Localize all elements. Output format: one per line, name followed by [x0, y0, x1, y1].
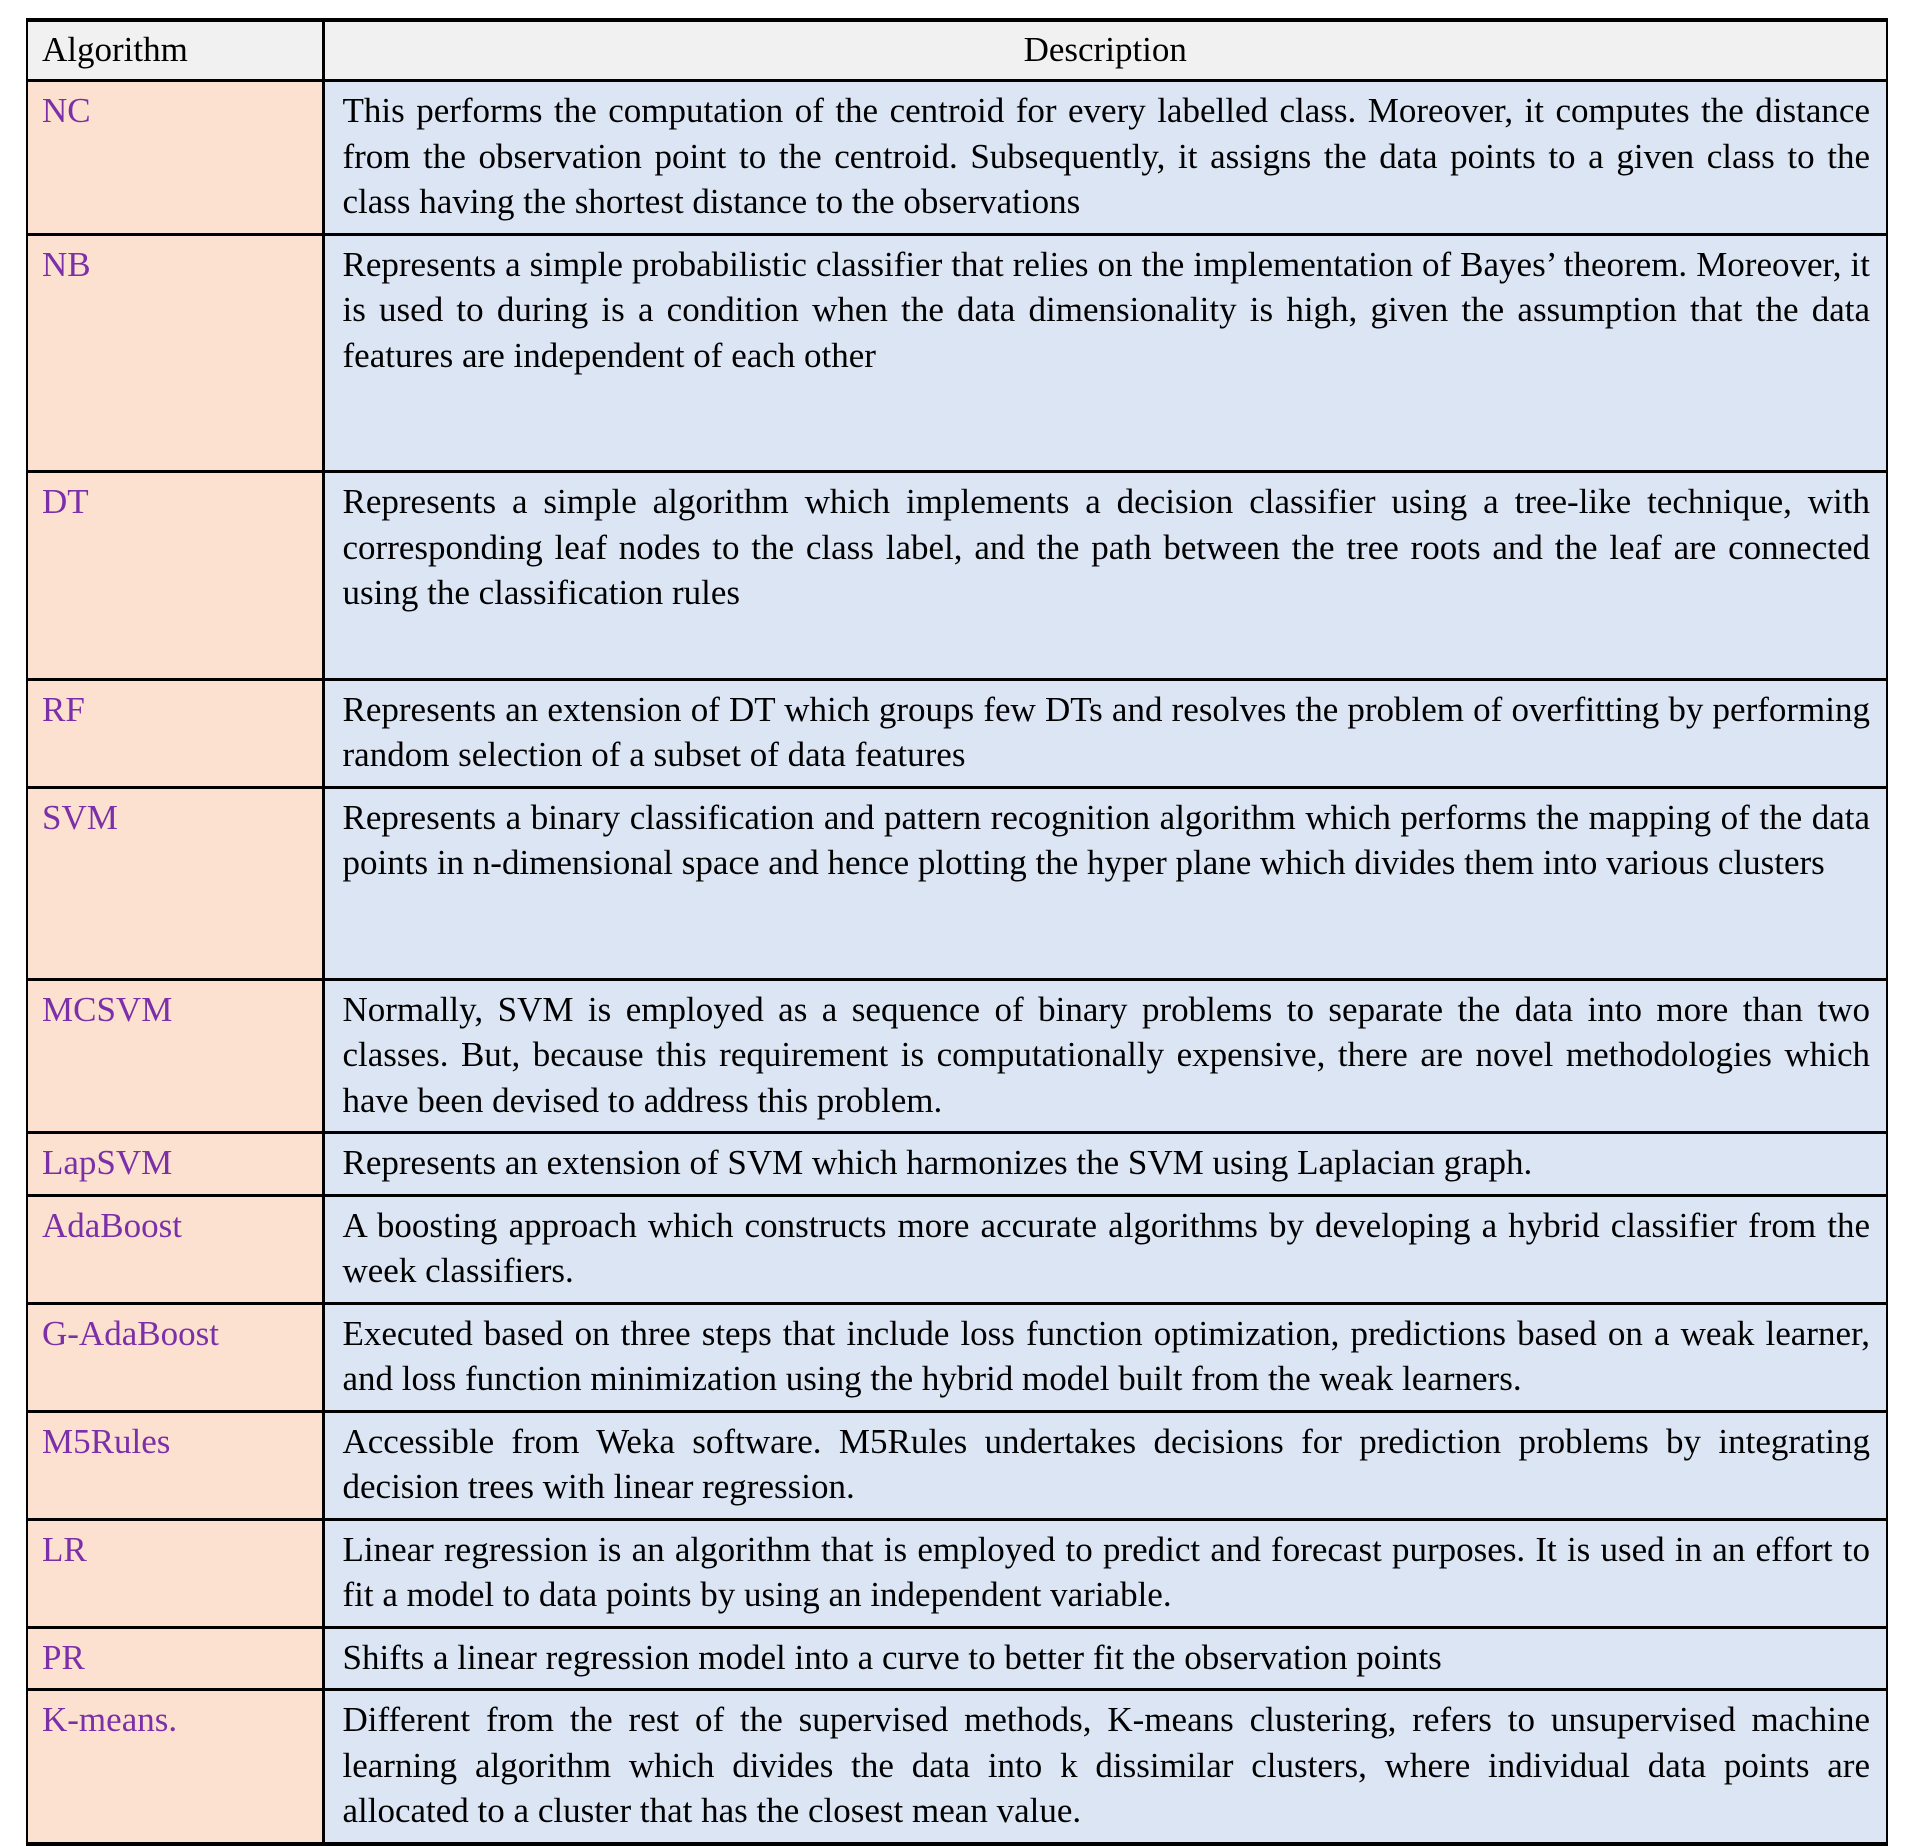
table-row — [27, 1690, 1887, 1844]
cell-algorithm: AdaBoost — [27, 1195, 323, 1303]
cell-algorithm: MCSVM — [27, 979, 323, 1133]
table-row — [27, 1627, 1887, 1690]
table-row — [27, 234, 1887, 472]
cell-description: A boosting approach which constructs more accurate algorithms by developing a hybrid classifier from the week classifiers. — [323, 1195, 1887, 1303]
cell-algorithm: M5Rules — [27, 1411, 323, 1519]
table-row — [27, 472, 1887, 680]
cell-description: Shifts a linear regression model into a curve to better fit the observation points — [323, 1627, 1887, 1690]
cell-description: This performs the computation of the centroid for every labelled class. Moreover, it computes the distance from the observation point to the centroid. Subsequently, it assigns the data points to a given class to the class having the shortest distance to the observations — [323, 81, 1887, 235]
table-row — [27, 1303, 1887, 1411]
cell-algorithm: LR — [27, 1519, 323, 1627]
cell-algorithm: SVM — [27, 787, 323, 979]
column-header-algorithm: Algorithm — [27, 20, 323, 81]
cell-description: Represents a simple algorithm which implements a decision classifier using a tree-like technique, with corresponding leaf nodes to the class label, and the path between the tree roots and the leaf are connected using the classification rules — [323, 472, 1887, 680]
cell-description: Accessible from Weka software. M5Rules undertakes decisions for prediction problems by integrating decision trees with linear regression. — [323, 1411, 1887, 1519]
cell-algorithm: PR — [27, 1627, 323, 1690]
table-header — [27, 20, 1887, 81]
table-row — [27, 1519, 1887, 1627]
column-header-description: Description — [323, 20, 1887, 81]
header-row — [27, 20, 1887, 81]
cell-description: Represents a binary classification and pattern recognition algorithm which performs the mapping of the data points in n-dimensional space and hence plotting the hyper plane which divides them into various clusters — [323, 787, 1887, 979]
cell-algorithm: G-AdaBoost — [27, 1303, 323, 1411]
table-row — [27, 787, 1887, 979]
cell-description: Represents an extension of DT which groups few DTs and resolves the problem of overfitting by performing random selection of a subset of data features — [323, 679, 1887, 787]
cell-algorithm: K-means. — [27, 1690, 323, 1844]
table-row — [27, 1195, 1887, 1303]
cell-description: Represents a simple probabilistic classifier that relies on the implementation of Bayes’ theorem. Moreover, it is used to during is a condition when the data dimensionality is high, given the assumption that the data features are independent of each other — [323, 234, 1887, 472]
cell-algorithm: DT — [27, 472, 323, 680]
table-row — [27, 979, 1887, 1133]
cell-description: Normally, SVM is employed as a sequence of binary problems to separate the data into more than two classes. But, because this requirement is computationally expensive, there are novel methodologies which have been devised to address this problem. — [323, 979, 1887, 1133]
algorithms-description-table — [26, 18, 1888, 1846]
table-row — [27, 1411, 1887, 1519]
table-row — [27, 81, 1887, 235]
cell-description: Different from the rest of the supervised methods, K-means clustering, refers to unsupervised machine learning algorithm which divides the data into k dissimilar clusters, where individual data points are allocated to a cluster that has the closest mean value. — [323, 1690, 1887, 1844]
cell-description: Executed based on three steps that include loss function optimization, predictions based on a weak learner, and loss function minimization using the hybrid model built from the weak learners. — [323, 1303, 1887, 1411]
table-row — [27, 1133, 1887, 1196]
cell-algorithm: LapSVM — [27, 1133, 323, 1196]
cell-algorithm: RF — [27, 679, 323, 787]
cell-description: Linear regression is an algorithm that is employed to predict and forecast purposes. It is used in an effort to fit a model to data points by using an independent variable. — [323, 1519, 1887, 1627]
table-row — [27, 679, 1887, 787]
table-body — [27, 81, 1887, 1844]
cell-algorithm: NC — [27, 81, 323, 235]
cell-algorithm: NB — [27, 234, 323, 472]
cell-description: Represents an extension of SVM which harmonizes the SVM using Laplacian graph. — [323, 1133, 1887, 1196]
